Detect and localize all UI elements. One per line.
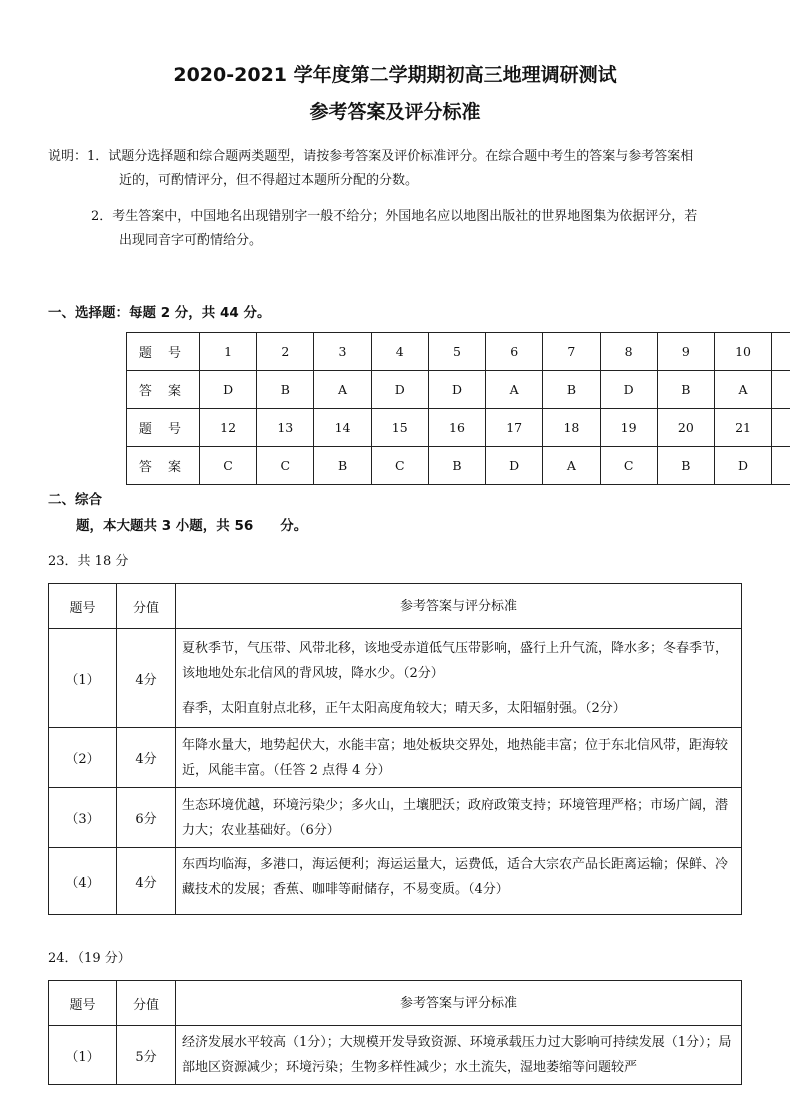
table-row <box>127 447 790 485</box>
question-number: 21 <box>714 409 771 447</box>
column-header-answer: 参考答案与评分标准 <box>176 584 742 629</box>
table-row <box>127 409 790 447</box>
note-item-1-text: 试题分选择题和综合题两类题型，请按参考答案及评价标准评分。在综合题中考生的答案与参考答案相 <box>108 149 694 164</box>
cut-off-cell <box>772 333 790 371</box>
note-item-2-line-2: 出现同音字可酌情给分。 <box>119 233 263 248</box>
section-2-heading: 二、综合 <box>48 492 102 508</box>
question-number: 17 <box>486 409 543 447</box>
row-label-number: 题 号 <box>127 409 200 447</box>
question-number: 8 <box>600 333 657 371</box>
answer-letter: C <box>257 447 314 485</box>
row-number: （3） <box>49 788 117 848</box>
question-number: 5 <box>428 333 485 371</box>
note-item-2-line-1: 2．考生答案中，中国地名出现错别字一般不给分；外国地名应以地图出版社的世界地图集为依据评分，若 <box>91 209 698 224</box>
question-23-heading: 23．共 18 分 <box>48 554 129 569</box>
question-number: 13 <box>257 409 314 447</box>
row-score: 4分 <box>117 728 176 788</box>
column-header-number: 题号 <box>49 981 117 1026</box>
answer-letter: D <box>714 447 771 485</box>
answer-paragraph: 夏秋季节，气压带、风带北移，该地受赤道低气压带影响，盛行上升气流，降水多；冬春季节，该地地处东北信风的背风坡，降水少。（2分） <box>182 640 729 681</box>
cut-off-cell <box>772 409 790 447</box>
table-row <box>49 1026 742 1085</box>
question-number: 15 <box>371 409 428 447</box>
question-number: 6 <box>486 333 543 371</box>
row-answer: 东西均临海，多港口，海运便利；海运运量大，运费低，适合大宗农产品长距离运输；保鲜、冷藏技术的发展；香蕉、咖啡等耐储存，不易变质。（4分） <box>176 848 742 915</box>
question-number: 14 <box>314 409 371 447</box>
answer-letter: D <box>486 447 543 485</box>
table-row <box>127 371 790 409</box>
answer-letter: B <box>314 447 371 485</box>
answer-letter: D <box>600 371 657 409</box>
row-answer: 经济发展水平较高（1分）；大规模开发导致资源、环境承载压力过大影响可持续发展（1分）；局部地区资源减少；环境污染；生物多样性减少；水土流失，湿地萎缩等问题较严 <box>176 1026 742 1085</box>
answer-letter: B <box>657 371 714 409</box>
row-label-answer: 答 案 <box>127 447 200 485</box>
row-label-answer: 答 案 <box>127 371 200 409</box>
column-header-score: 分值 <box>117 584 176 629</box>
table-header-row <box>49 981 742 1026</box>
question-number: 12 <box>199 409 256 447</box>
answer-letter: C <box>199 447 256 485</box>
cut-off-cell <box>772 447 790 485</box>
column-header-answer: 参考答案与评分标准 <box>176 981 742 1026</box>
row-number: （1） <box>49 629 117 728</box>
cut-off-cell <box>772 371 790 409</box>
row-answer <box>176 629 742 728</box>
question-number: 4 <box>371 333 428 371</box>
question-number: 20 <box>657 409 714 447</box>
answer-letter: A <box>714 371 771 409</box>
answer-letter: B <box>257 371 314 409</box>
note-item-1-line-2: 近的，可酌情评分，但不得超过本题所分配的分数。 <box>119 173 419 188</box>
document-title: 2020-2021 学年度第二学期期初高三地理调研测试 <box>173 64 617 86</box>
table-row <box>127 333 790 371</box>
question-24-heading: 24．（19 分） <box>48 951 131 966</box>
row-score: 4分 <box>117 629 176 728</box>
note-prefix: 说明：1． <box>48 149 109 164</box>
answer-letter: C <box>371 447 428 485</box>
question-23-table <box>48 583 742 915</box>
question-number: 18 <box>543 409 600 447</box>
table-row <box>49 728 742 788</box>
row-score: 5分 <box>117 1026 176 1085</box>
answer-letter: D <box>371 371 428 409</box>
note-item-1-line-1 <box>48 145 693 169</box>
question-number: 7 <box>543 333 600 371</box>
question-number: 19 <box>600 409 657 447</box>
column-header-number: 题号 <box>49 584 117 629</box>
answer-letter: D <box>428 371 485 409</box>
answer-letter: C <box>600 447 657 485</box>
answer-letter: B <box>543 371 600 409</box>
answer-letter: B <box>657 447 714 485</box>
question-number: 16 <box>428 409 485 447</box>
column-header-score: 分值 <box>117 981 176 1026</box>
row-answer: 年降水量大，地势起伏大，水能丰富；地处板块交界处，地热能丰富；位于东北信风带，距海较近，风能丰富。（任答 2 点得 4 分） <box>176 728 742 788</box>
document-subtitle: 参考答案及评分标准 <box>309 101 481 123</box>
section-2-subheading: 题，本大题共 3 小题，共 56 分。 <box>76 518 308 534</box>
row-score: 6分 <box>117 788 176 848</box>
row-label-number: 题 号 <box>127 333 200 371</box>
row-number: （1） <box>49 1026 117 1085</box>
choice-answer-table <box>126 332 790 485</box>
row-number: （4） <box>49 848 117 915</box>
question-number: 3 <box>314 333 371 371</box>
answer-letter: A <box>543 447 600 485</box>
answer-letter: A <box>486 371 543 409</box>
section-1-heading: 一、选择题：每题 2 分，共 44 分。 <box>48 305 271 321</box>
table-header-row <box>49 584 742 629</box>
question-number: 9 <box>657 333 714 371</box>
answer-letter: A <box>314 371 371 409</box>
table-row <box>49 788 742 848</box>
answer-letter: B <box>428 447 485 485</box>
table-row <box>49 629 742 728</box>
row-score: 4分 <box>117 848 176 915</box>
row-number: （2） <box>49 728 117 788</box>
answer-letter: D <box>199 371 256 409</box>
table-row <box>49 848 742 915</box>
question-number: 2 <box>257 333 314 371</box>
question-number: 10 <box>714 333 771 371</box>
row-answer: 生态环境优越，环境污染少；多火山，土壤肥沃；政府政策支持；环境管理严格；市场广阔，潜力大；农业基础好。（6分） <box>176 788 742 848</box>
question-24-table <box>48 980 742 1085</box>
answer-paragraph: 春季，太阳直射点北移，正午太阳高度角较大；晴天多，太阳辐射强。（2分） <box>182 700 626 716</box>
question-number: 1 <box>199 333 256 371</box>
